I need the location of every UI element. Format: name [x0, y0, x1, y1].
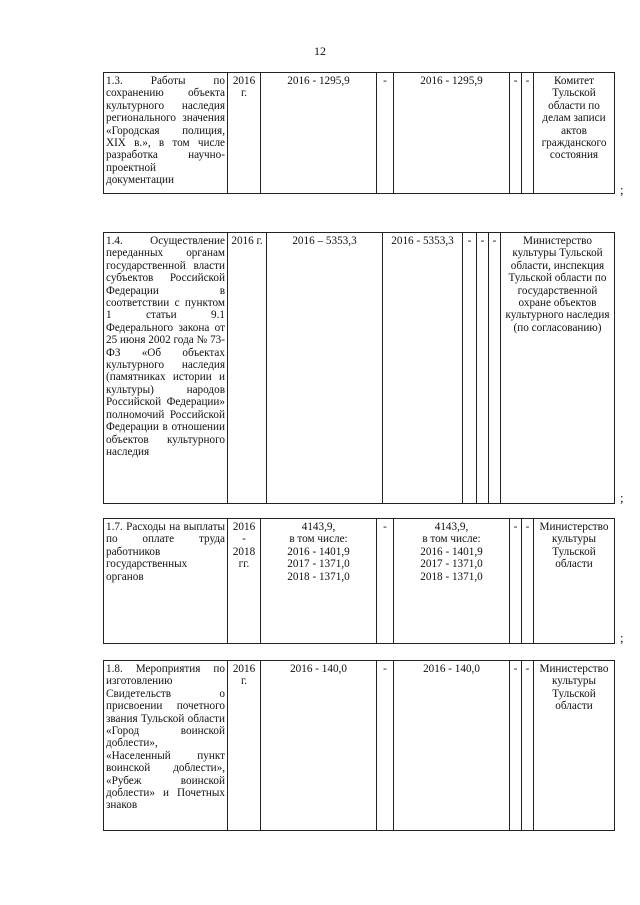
table-fragment-1-7 — [103, 518, 615, 644]
row-end-semicolon: ; — [620, 490, 624, 505]
amount-line: 2016 - 1401,9 — [287, 545, 350, 558]
regional-budget-cell: 2016 - 140,0 — [394, 661, 510, 831]
measure-name: 1.7. Расходы на выплаты по оплате труда работников государственных органов — [104, 519, 228, 644]
table-row — [104, 73, 615, 194]
amount-line: в том числе: — [289, 533, 348, 546]
federal-budget-cell: - — [377, 661, 394, 831]
table-row — [104, 233, 615, 504]
amount-line: 2017 - 1371,0 — [420, 558, 483, 571]
period-cell: 2016 г. — [228, 73, 261, 194]
period-cell: 2016 - 2018 гг. — [228, 519, 261, 644]
federal-budget-cell: 2016 - 5353,3 — [383, 233, 463, 504]
row-end-semicolon: ; — [620, 182, 624, 197]
table-row — [104, 661, 615, 831]
page-number: 12 — [314, 44, 326, 58]
other-sources-cell: - — [489, 233, 501, 504]
table-fragment-1-8 — [103, 660, 615, 831]
row-end-semicolon: ; — [620, 630, 624, 645]
federal-budget-cell: - — [377, 519, 394, 644]
measure-name: 1.4. Осуществление переданных органам государственной власти субъектов Российской Федерации в соответствии с пунктом 1 статьи 9.1 Федерального закона от 25 июня 2002 года № 73-ФЗ «Об объектах культурного наследия (памятниках истории и культуры) народов Российской Федерации» полномочий Российской Федерации в отношении объектов культурного наследия — [104, 233, 228, 504]
amount-line: в том числе: — [422, 533, 481, 546]
amount-line: 2018 - 1371,0 — [287, 570, 350, 583]
amount-line: 2017 - 1371,0 — [287, 558, 350, 571]
total-funding-cell — [261, 519, 377, 644]
responsible-executor-cell: Министерство культуры Тульской области, инспекция Тульской области по государственной охране объектов культурного наследия (по согласованию) — [501, 233, 615, 504]
amount-line: 4143,9, — [434, 521, 469, 533]
municipal-budget-cell: - — [510, 519, 522, 644]
other-sources-cell: - — [522, 661, 534, 831]
table-row — [104, 519, 615, 644]
amount-line: 2018 - 1371,0 — [420, 570, 483, 583]
measure-name: 1.8. Мероприятия по изготовлению Свидетельств о присвоении почетного звания Тульской области «Город воинской доблести», «Населенный пункт воинской доблести», «Рубеж воинской доблести» и Почетных знаков — [104, 661, 228, 831]
amount-line: 2016 - 1401,9 — [420, 545, 483, 558]
table-fragment-1-3 — [103, 72, 615, 194]
amount-line: 4143,9, — [301, 521, 336, 533]
period-cell: 2016 г. — [228, 661, 261, 831]
responsible-executor-cell: Комитет Тульской области по делам записи актов гражданского состояния — [534, 73, 615, 194]
other-sources-cell: - — [522, 73, 534, 194]
period-cell: 2016 г. — [228, 233, 267, 504]
total-funding-cell: 2016 - 1295,9 — [261, 73, 377, 194]
regional-budget-cell: 2016 - 1295,9 — [394, 73, 510, 194]
municipal-budget-cell: - — [510, 661, 522, 831]
measure-name: 1.3. Работы по сохранению объекта культурного наследия регионального значения «Городская полиция, XIX в.», в том числе разработка научно-проектной документации — [104, 73, 228, 194]
responsible-executor-cell: Министерство культуры Тульской области — [534, 519, 615, 644]
total-funding-cell: 2016 - 140,0 — [261, 661, 377, 831]
municipal-budget-cell: - — [510, 73, 522, 194]
total-funding-cell: 2016 – 5353,3 — [267, 233, 383, 504]
federal-budget-cell: - — [377, 73, 394, 194]
responsible-executor-cell: Министерство культуры Тульской области — [534, 661, 615, 831]
other-sources-cell: - — [522, 519, 534, 644]
regional-budget-cell: - — [463, 233, 477, 504]
table-fragment-1-4 — [103, 232, 615, 504]
regional-budget-cell — [394, 519, 510, 644]
municipal-budget-cell: - — [477, 233, 489, 504]
